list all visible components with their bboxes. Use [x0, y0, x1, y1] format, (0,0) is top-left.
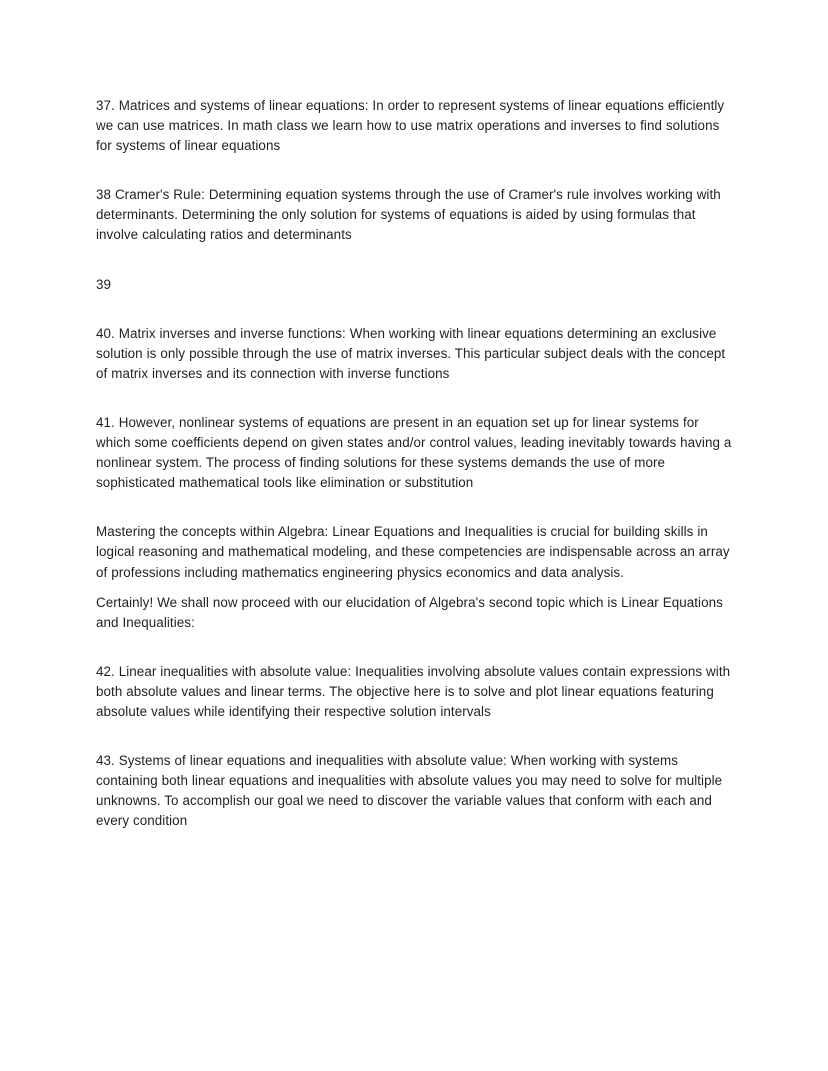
paragraph-item-40: 40. Matrix inverses and inverse functions: When working with linear equations determining an exclusive solution is only possible through the use of matrix inverses. This particular subject deals with the concept of matrix inverses and its connection with inverse functions: [96, 325, 726, 381]
paragraph-item-42: 42. Linear inequalities with absolute value: Inequalities involving absolute values contain expressions with both absolute values and linear terms. The objective here is to solve and plot linear equations featuring absolute values while identifying their respective solution intervals: [96, 663, 731, 719]
document-text-column: [96, 96, 733, 831]
paragraph-item-39: 39: [96, 276, 112, 292]
paragraph-transition: Certainly! We shall now proceed with our elucidation of Algebra's second topic which is Linear Equations and Inequalities:: [96, 594, 723, 630]
paragraph-item-38: 38 Cramer's Rule: Determining equation systems through the use of Cramer's rule involves working with determinants. Determining the only solution for systems of equations is aided by using formulas that involve calculating ratios and determinants: [96, 187, 721, 243]
paragraph-item-37: 37. Matrices and systems of linear equations: In order to represent systems of linear equations efficiently we can use matrices. In math class we learn how to use matrix operations and inverses to find solutions for systems of linear equations: [96, 98, 725, 154]
paragraph-item-41: 41. However, nonlinear systems of equations are present in an equation set up for linear systems for which some coefficients depend on given states and/or control values, leading inevitably towards having a nonlinear system. The process of finding solutions for these systems demands the use of more sophisticated mathematical tools like elimination or substitution: [96, 414, 732, 491]
paragraph-summary: Mastering the concepts within Algebra: Linear Equations and Inequalities is crucial for building skills in logical reasoning and mathematical modeling, and these competencies are indispensable across an array of professions including mathematics engineering physics economics and data analysis.: [96, 524, 730, 580]
paragraph-item-43: 43. Systems of linear equations and inequalities with absolute value: When working with systems containing both linear equations and inequalities with absolute values you may need to solve for multiple unknowns. To accomplish our goal we need to discover the variable values that conform with each and every condition: [96, 753, 723, 829]
